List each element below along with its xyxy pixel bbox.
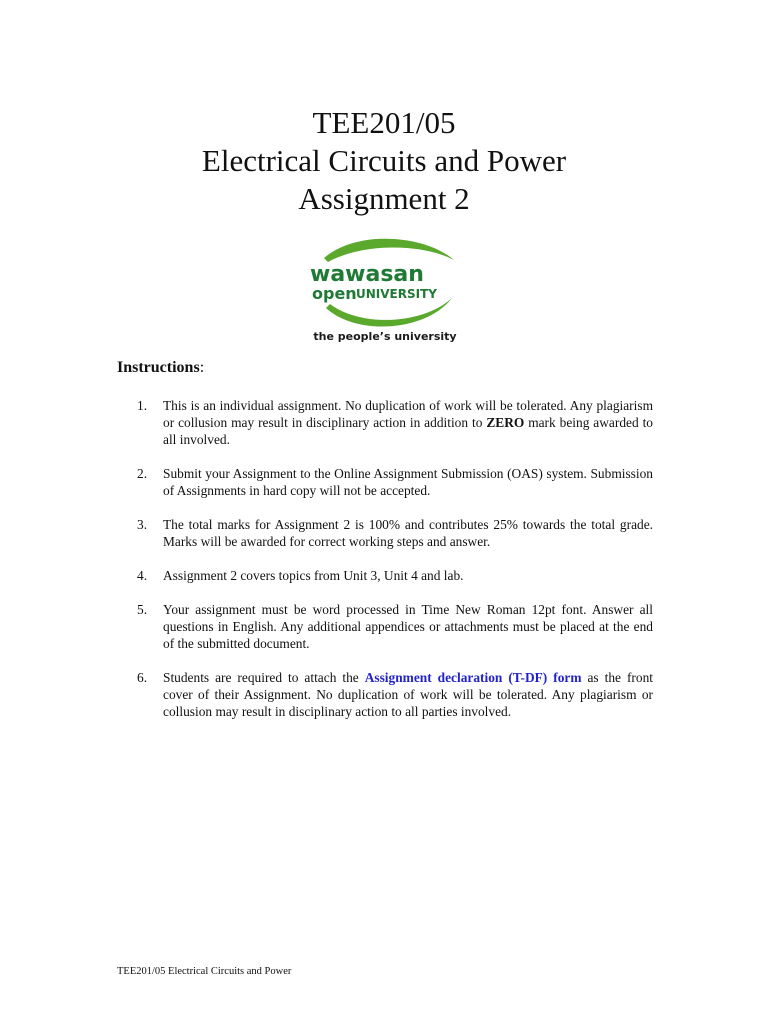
list-item-text: Assignment 2 covers topics from Unit 3, Unit 4 and lab. <box>163 568 464 583</box>
logo-tagline: the people’s university <box>313 330 457 343</box>
course-title: Electrical Circuits and Power <box>201 143 567 178</box>
list-item-text-after: mark being awarded to all involved. <box>163 415 653 447</box>
list-item <box>137 567 653 584</box>
list-item-text-after: as the front cover of their Assignment. No duplication of work will be tolerated. Any plagiarism or collusion may result in disciplinary action to all parties involved. <box>163 670 653 719</box>
logo-wordmark-open: open <box>312 284 357 303</box>
list-item-text: Submit your Assignment to the Online Assignment Submission (OAS) system. Submission of Assignments in hard copy will not be accepted. <box>163 466 653 498</box>
title-block <box>0 104 768 218</box>
list-item-text: Students are required to attach the <box>163 670 365 685</box>
logo-wordmark-university: UNIVERSITY <box>356 287 437 301</box>
list-item <box>137 669 653 720</box>
list-item-number: 1. <box>137 398 148 413</box>
list-item-number: 3. <box>137 517 148 532</box>
instructions-list <box>137 397 653 737</box>
list-item <box>137 516 653 550</box>
assignment-title: Assignment 2 <box>298 181 470 216</box>
logo-graphic <box>306 236 466 336</box>
course-code: TEE201/05 <box>312 105 456 140</box>
declaration-form-link[interactable]: Assignment declaration (T-DF) form <box>364 670 582 685</box>
list-item-text: Your assignment must be word processed in Time New Roman 12pt font. Answer all questions in English. Any additional appendices or attachments must be placed at the end of the submitted document. <box>163 602 653 651</box>
list-item-number: 5. <box>137 602 148 617</box>
list-item-number: 2. <box>137 466 148 481</box>
list-item-number: 6. <box>137 670 148 685</box>
instructions-heading-colon: : <box>199 359 205 376</box>
list-item <box>137 465 653 499</box>
page-footer: TEE201/05 Electrical Circuits and Power <box>117 966 292 977</box>
list-item-text: The total marks for Assignment 2 is 100% and contributes 25% towards the total grade. Marks will be awarded for correct working steps and answer. <box>163 517 653 549</box>
list-item-number: 4. <box>137 568 148 583</box>
logo-swoosh-top <box>324 239 454 262</box>
list-item-text: This is an individual assignment. No duplication of work will be tolerated. Any plagiarism or collusion may result in disciplinary action in addition to <box>163 398 653 430</box>
list-item <box>137 601 653 652</box>
instructions-heading <box>117 359 204 377</box>
logo-wordmark-wawasan: wawasan <box>310 262 424 287</box>
instructions-heading-label: Instructions <box>117 359 200 376</box>
zero-emphasis: ZERO <box>486 415 525 430</box>
list-item <box>137 397 653 448</box>
